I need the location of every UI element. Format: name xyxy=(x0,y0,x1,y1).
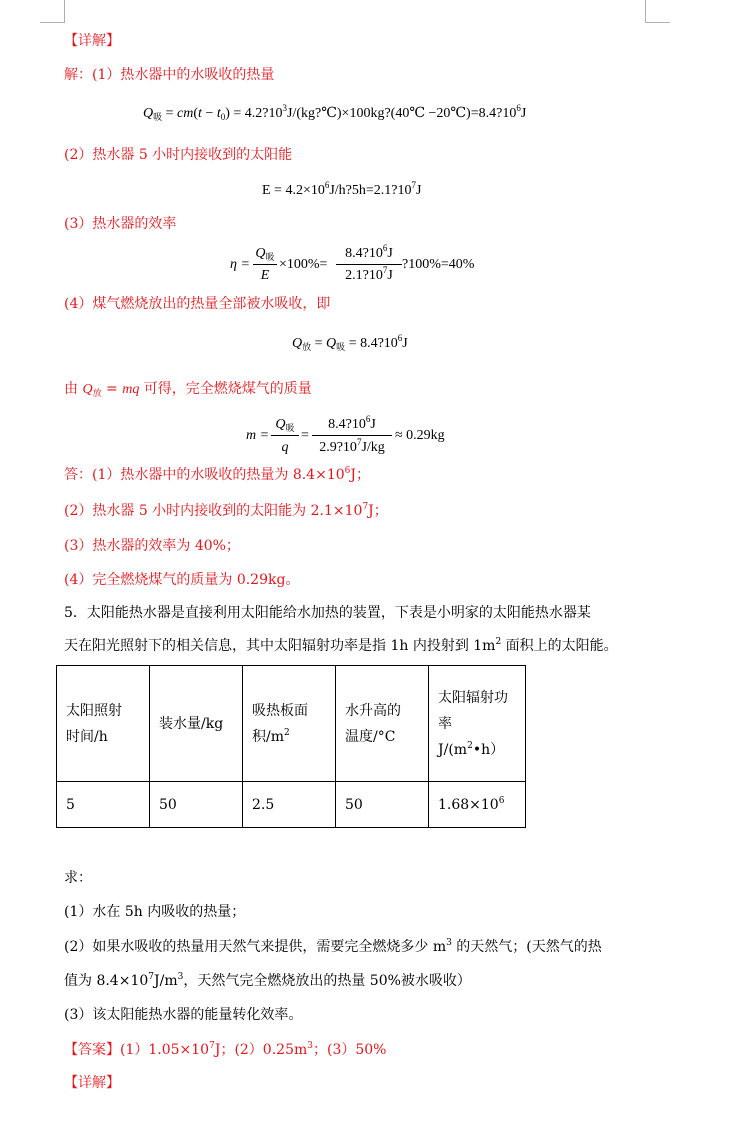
mass-fraction-1-numerator: $Q_吸$ xyxy=(275,417,295,433)
fraction-2-numerator: $8.4?10^6J$ xyxy=(345,243,393,261)
crop-mark-top-right-h xyxy=(645,22,670,23)
mass-fraction-1-bar xyxy=(271,435,299,436)
solution-intro: 解：(1）热水器中的水吸收的热量 xyxy=(64,67,275,83)
step-2: (2）热水器 5 小时内接收到的太阳能 xyxy=(64,147,293,163)
ask-label: 求： xyxy=(64,870,92,886)
question-2-line-1: (2）如果水吸收的热量用天然气来提供，需要完全燃烧多少 $m^3$ 的天然气；(天然气的热 xyxy=(64,938,602,955)
equation-solar-energy: $E = 4.2\times 10^6J/h?5h=2.1?10^7J$ xyxy=(262,180,422,198)
detail-heading: 【详解】 xyxy=(64,33,120,49)
mass-fraction-2-bar xyxy=(312,435,392,436)
header-radiation-power: 太阳辐射功 率 $J/(m^2•h)$ xyxy=(429,666,526,782)
step-3: (3）热水器的效率 xyxy=(64,216,177,232)
header-panel-area: 吸热板面 积$/m^2$ xyxy=(243,666,336,782)
table-header-row xyxy=(57,666,526,782)
table-row xyxy=(57,782,526,828)
mass-fraction-2-denominator: $2.9?10^7J/kg$ xyxy=(319,437,385,455)
detail-heading-2: 【详解】 xyxy=(64,1075,120,1091)
eta-mid: ×100%= xyxy=(279,257,328,272)
equation-heat-equal: $Q_放 = Q_吸$ = $8.4?10^6J$ xyxy=(292,333,408,352)
mass-fraction-2-numerator: $8.4?10^6J$ xyxy=(328,414,376,432)
m-symbol: m = xyxy=(246,428,270,443)
cell-temp-rise: 50 xyxy=(336,782,429,828)
question-3: (3）该太阳能热水器的能量转化效率。 xyxy=(64,1007,303,1023)
fraction-1-bar xyxy=(253,264,277,265)
step-4: (4）煤气燃烧放出的热量全部被水吸收，即 xyxy=(64,296,331,312)
cell-water-amount: 50 xyxy=(150,782,243,828)
answer-4: (4）完全燃烧煤气的质量为 0.29kg。 xyxy=(64,572,300,588)
question-1: (1）水在 5h 内吸收的热量； xyxy=(64,904,246,920)
mass-tail: ≈ 0.29kg xyxy=(395,428,445,443)
cell-radiation-power: $1.68\times 10^6$ xyxy=(429,782,526,828)
problem-5-line-1: 5．太阳能热水器是直接利用太阳能给水加热的装置，下表是小明家的太阳能热水器某 xyxy=(64,605,591,621)
info-table xyxy=(56,665,526,828)
eta-symbol: η = xyxy=(230,257,250,272)
answer-1: 答：(1）热水器中的水吸收的热量为 $8.4\times 10^6J$； xyxy=(64,466,370,483)
question-2-line-2: 值为 $8.4\times 10^7J/m^3$，天然气完全燃烧放出的热量 50%被水吸收） xyxy=(64,972,471,989)
crop-mark-top-left-v xyxy=(64,0,65,22)
fraction-2-bar xyxy=(336,264,402,265)
header-temp-rise: 水升高的 温度/°C xyxy=(336,666,429,782)
equation-heat-absorbed: $Q_吸 = cm(t - t_0)$ = $4.2?10^3J/(kg?℃)\times 100kg?(40℃$ $-20℃)=8.4?10^6J$ xyxy=(143,103,527,122)
answer-summary: 【答案】$(1)1.05\times 10^7J$；$(2)0.25m^3$；(3）50% xyxy=(64,1041,387,1058)
mass-fraction-1-denominator: q xyxy=(281,440,289,455)
step-5: 由 $Q_放$ = mq 可得，完全燃烧煤气的质量 xyxy=(64,381,312,399)
answer-2: (2）热水器 5 小时内接收到的太阳能为 $2.1\times 10^7J$； xyxy=(64,502,388,519)
fraction-1-denominator: E xyxy=(260,268,270,283)
fraction-1-numerator: $Q_吸$ xyxy=(255,246,275,262)
fraction-2-denominator: $2.1?10^7J$ xyxy=(345,265,393,283)
cell-panel-area: 2.5 xyxy=(243,782,336,828)
eta-tail: ?100%=40% xyxy=(402,257,475,272)
header-water-amount: 装水量/kg xyxy=(150,666,243,782)
problem-5-line-2: 天在阳光照射下的相关信息，其中太阳辐射功率是指 1h 内投射到 $1m^2$ 面积上的太阳能。 xyxy=(64,637,618,654)
crop-mark-top-left-h xyxy=(40,22,65,23)
cell-time: 5 xyxy=(57,782,150,828)
crop-mark-top-right-v xyxy=(645,0,646,22)
mass-equals: = xyxy=(301,428,309,443)
answer-3: (3）热水器的效率为 40%； xyxy=(64,538,240,554)
header-time: 太阳照射 时间/h xyxy=(57,666,150,782)
